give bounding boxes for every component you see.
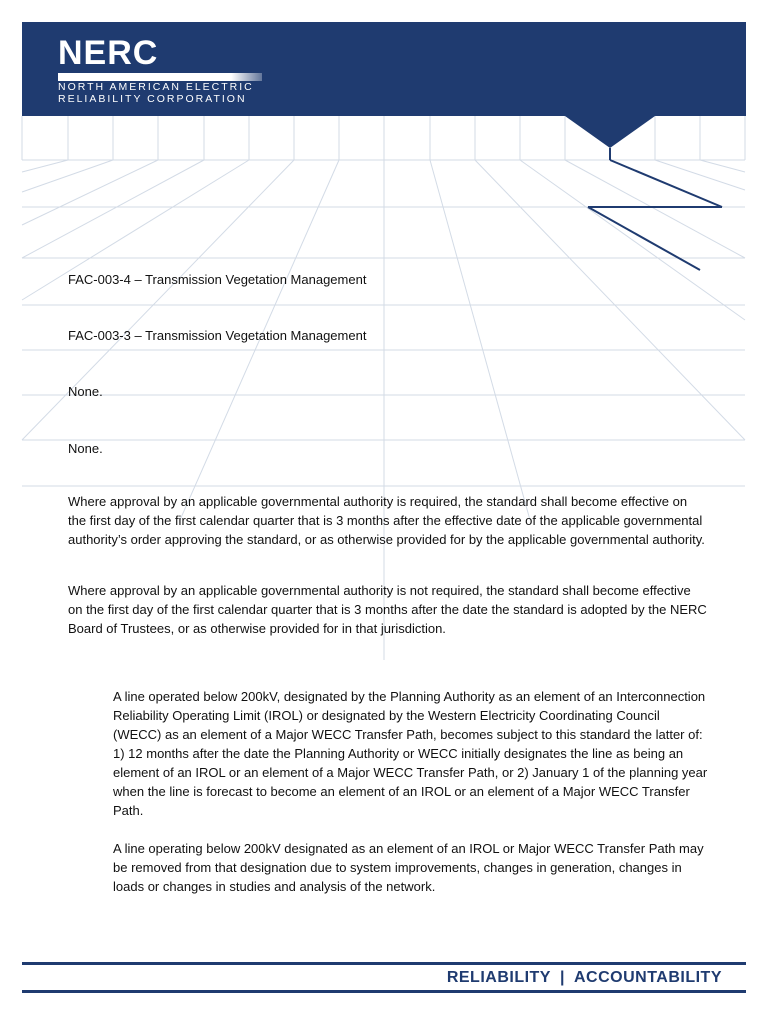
footer-rule-bottom: [22, 990, 746, 993]
nerc-logo: [58, 36, 262, 105]
none-value-1: None.: [68, 384, 103, 399]
new-standard-value: FAC-003-4 – Transmission Vegetation Management: [68, 272, 367, 287]
footer-tagline: [447, 967, 722, 989]
nerc-header-banner: [22, 22, 746, 116]
logo-org-line-2: RELIABILITY CORPORATION: [58, 93, 247, 105]
effective-date-paragraph-1: Where approval by an applicable governmental authority is required, the standard shall become effective on the first day of the first calendar quarter that is 3 months after the effective date of the applicable governmental authority’s order approving the standard, or as otherwise provided for by the applicable governmental authority.: [68, 494, 705, 547]
footer-rule-top: [22, 962, 746, 965]
logo-org-line-1: NORTH AMERICAN ELECTRIC: [58, 81, 254, 93]
footer-accountability: ACCOUNTABILITY: [573, 969, 722, 986]
applicability-paragraph-2: A line operating below 200kV designated as an element of an IROL or Major WECC Transfer Path may be removed from that designation due to system improvements, changes in generation, changes in loads or changes in studies and analysis of the network.: [113, 841, 704, 894]
effective-date-paragraph-2: Where approval by an applicable governmental authority is not required, the standard shall become effective on the first day of the first calendar quarter that is 3 months after the date the standard is adopted by the NERC Board of Trustees, or as otherwise provided for in that jurisdiction.: [68, 583, 707, 636]
footer-separator: |: [559, 969, 565, 986]
prior-standard-value: FAC-003-3 – Transmission Vegetation Management: [68, 328, 367, 343]
logo-wordmark: NERC: [58, 34, 159, 72]
applicability-paragraph-1: A line operated below 200kV, designated by the Planning Authority as an element of an Interconnection Reliability Operating Limit (IROL) or designated by the Western Electricity Coordinating Council (WECC) as an element of a Major WECC Transfer Path, becomes subject to this standard the latter of: 1) 12 months after the date the Planning Authority or WECC initially designates the line as being an element of an IROL or an element of a Major WECC Transfer Path, or 2) January 1 of the planning year when the line is forecast to become an element of an IROL or an element of a Major WECC Transfer Path.: [113, 689, 708, 818]
logo-rule-decoration: [58, 73, 262, 81]
none-value-2: None.: [68, 441, 103, 456]
footer-reliability: RELIABILITY: [446, 969, 551, 986]
